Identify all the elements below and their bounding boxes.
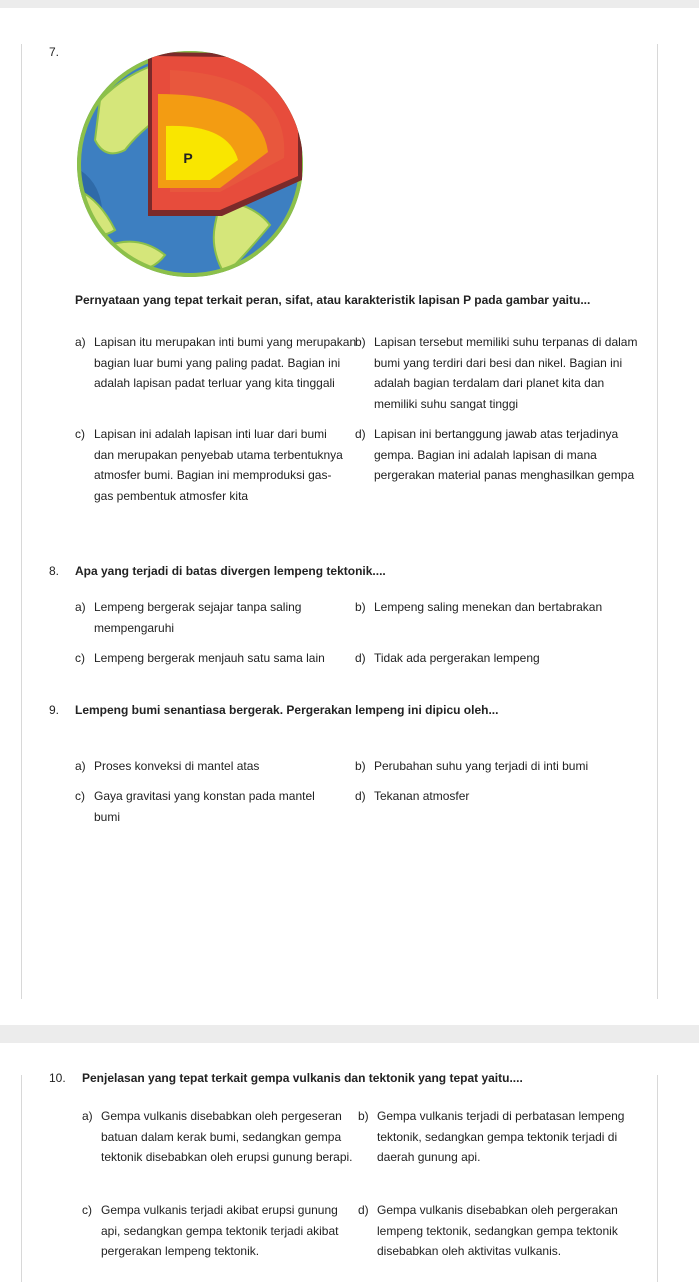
page-left-rule xyxy=(21,44,22,999)
option-letter: d) xyxy=(355,427,366,441)
option-letter: a) xyxy=(75,335,86,349)
question-7-number: 7. xyxy=(49,45,60,59)
page-right-rule xyxy=(657,44,658,999)
option-letter: d) xyxy=(358,1203,369,1217)
question-8-text: Apa yang terjadi di batas divergen lempeng tektonik.... xyxy=(75,564,386,578)
option-text: Lapisan tersebut memiliki suhu terpanas di dalam bumi yang terdiri dari besi dan nikel. Bagian ini adalah bagian terdalam dari planet kita dan memiliki suhu sangat tinggi xyxy=(374,335,638,412)
inner-core-label: P xyxy=(183,150,193,166)
option-text: Gempa vulkanis disebabkan oleh pergerakan lempeng tektonik, sedangkan gempa tektonik disebabkan oleh aktivitas vulkanis. xyxy=(377,1203,618,1259)
page-right-rule xyxy=(657,1075,658,1282)
option-letter: d) xyxy=(355,789,366,803)
option-text: Lempeng saling menekan dan bertabrakan xyxy=(374,600,603,614)
option-letter: d) xyxy=(355,651,366,665)
question-7-text: Pernyataan yang tepat terkait peran, sifat, atau karakteristik lapisan P pada gambar yaitu... xyxy=(75,293,591,307)
option-letter: c) xyxy=(82,1203,92,1217)
option-letter: b) xyxy=(355,759,366,773)
option-text: Perubahan suhu yang terjadi di inti bumi xyxy=(374,759,589,773)
option-text: Lapisan ini adalah lapisan inti luar dari bumi dan merupakan penyebab utama terbentuknya atmosfer bumi. Bagian ini memproduksi gas-gas pembentuk atmosfer kita xyxy=(94,427,343,504)
option-letter: a) xyxy=(75,759,86,773)
option-letter: a) xyxy=(82,1109,93,1123)
option-text: Tekanan atmosfer xyxy=(374,789,470,803)
option-text: Gaya gravitasi yang konstan pada mantel bumi xyxy=(94,789,315,824)
option-letter: c) xyxy=(75,651,85,665)
page-1 xyxy=(0,8,699,1025)
question-9-text: Lempeng bumi senantiasa bergerak. Pergerakan lempeng ini dipicu oleh... xyxy=(75,703,499,717)
question-10-text: Penjelasan yang tepat terkait gempa vulkanis dan tektonik yang tepat yaitu.... xyxy=(82,1071,523,1085)
option-text: Lapisan itu merupakan inti bumi yang merupakan bagian luar bumi yang paling padat. Bagian ini adalah lapisan padat terluar yang kita tinggali xyxy=(94,335,357,391)
option-letter: b) xyxy=(355,600,366,614)
option-text: Proses konveksi di mantel atas xyxy=(94,759,260,773)
question-8-number: 8. xyxy=(49,564,60,578)
option-text: Lapisan ini bertanggung jawab atas terjadinya gempa. Bagian ini adalah lapisan di mana pergerakan material panas menghasilkan gempa xyxy=(374,427,635,483)
earth-layers-illustration xyxy=(70,40,310,280)
page-2 xyxy=(0,1043,699,1282)
option-text: Gempa vulkanis terjadi akibat erupsi gunung api, sedangkan gempa tektonik terjadi akibat pergerakan lempeng tektonik. xyxy=(101,1203,339,1259)
question-10-number: 10. xyxy=(49,1071,66,1085)
option-text: Gempa vulkanis terjadi di perbatasan lempeng tektonik, sedangkan gempa tektonik terjadi di daerah gunung api. xyxy=(377,1109,625,1165)
option-letter: c) xyxy=(75,427,85,441)
option-text: Tidak ada pergerakan lempeng xyxy=(374,651,540,665)
page-left-rule xyxy=(21,1075,22,1282)
option-letter: b) xyxy=(355,335,366,349)
option-text: Lempeng bergerak menjauh satu sama lain xyxy=(94,651,325,665)
option-letter: a) xyxy=(75,600,86,614)
option-letter: b) xyxy=(358,1109,369,1123)
question-9-number: 9. xyxy=(49,703,60,717)
option-text: Gempa vulkanis disebabkan oleh pergeseran batuan dalam kerak bumi, sedangkan gempa tektonik disebabkan oleh erupsi gunung berapi. xyxy=(101,1109,353,1165)
option-letter: c) xyxy=(75,789,85,803)
option-text: Lempeng bergerak sejajar tanpa saling mempengaruhi xyxy=(94,600,302,635)
